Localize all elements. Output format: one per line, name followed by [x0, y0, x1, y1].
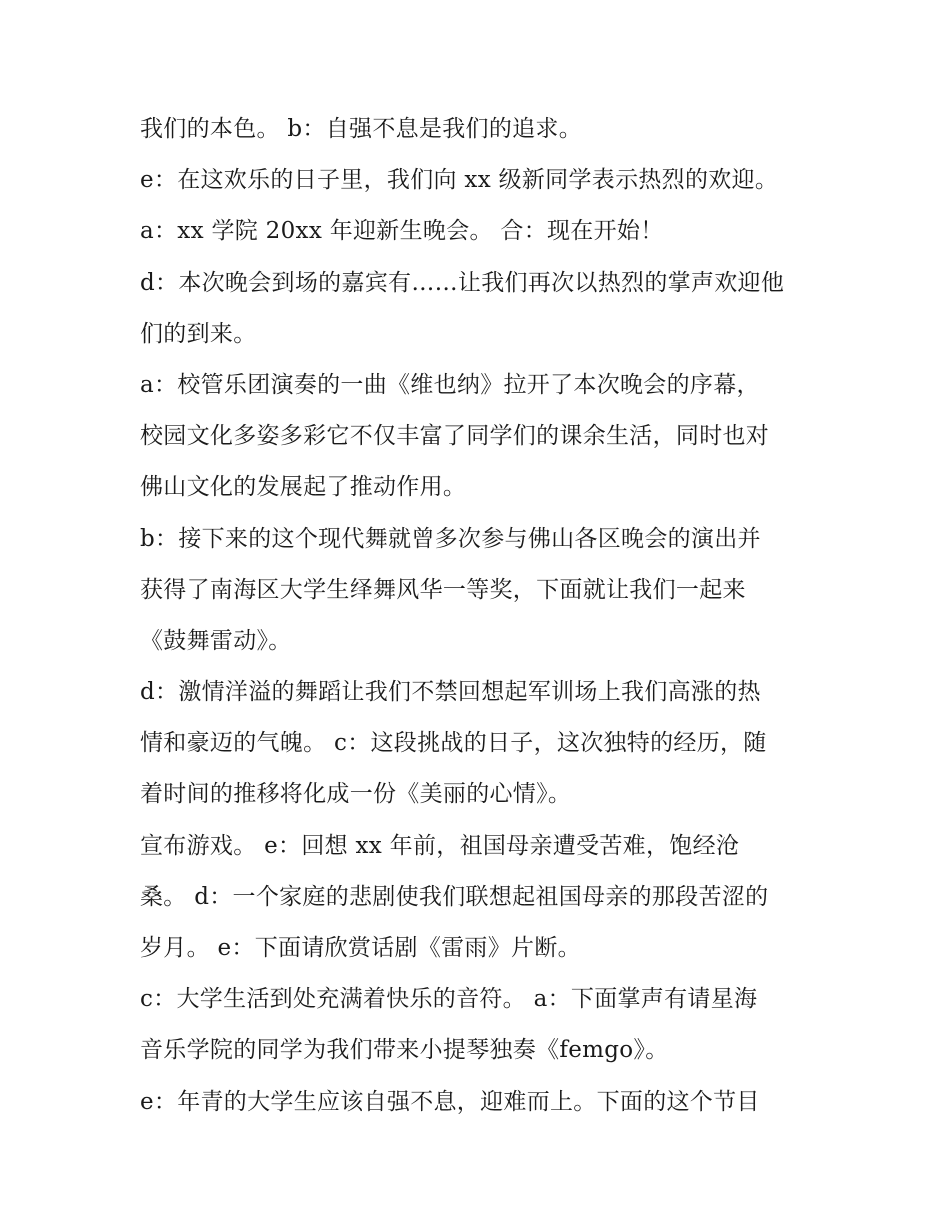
text-line-11: 《鼓舞雷动》。 [140, 627, 292, 654]
text-line-15: 宣布游戏。 e：回想 xx 年前，祖国母亲遭受苦难，饱经沧 [140, 832, 740, 859]
text-line-13: 情和豪迈的气魄。 c：这段挑战的日子，这次独特的经历，随 [140, 730, 767, 757]
text-line-10: 获得了南海区大学生绎舞风华一等奖，下面就让我们一起来 [140, 576, 746, 603]
text-line-17: 岁月。 e：下面请欣赏话剧《雷雨》片断。 [140, 935, 581, 961]
text-line-4: d：本次晚会到场的嘉宾有……让我们再次以热烈的掌声欢迎他 [140, 269, 785, 296]
text-line-8: 佛山文化的发展起了推动作用。 [140, 474, 467, 501]
text-line-2: e：在这欢乐的日子里，我们向 xx 级新同学表示热烈的欢迎。 [140, 167, 779, 194]
text-line-7: 校园文化多姿多彩它不仅丰富了同学们的课余生活，同时也对 [140, 423, 770, 450]
text-line-1: 我们的本色。 b：自强不息是我们的追求。 [140, 116, 583, 142]
text-line-18: c：大学生活到处充满着快乐的音符。 a：下面掌声有请星海 [140, 986, 758, 1013]
text-line-19: 音乐学院的同学为我们带来小提琴独奏《femgo》。 [140, 1037, 669, 1064]
text-line-14: 着时间的推移将化成一份《美丽的心情》。 [140, 781, 572, 808]
text-line-3: a：xx 学院 20xx 年迎新生晚会。 合：现在开始！ [140, 218, 664, 245]
text-line-5: 们的到来。 [140, 320, 257, 347]
text-line-12: d：激情洋溢的舞蹈让我们不禁回想起军训场上我们高涨的热 [140, 679, 761, 706]
text-line-20: e：年青的大学生应该自强不息，迎难而上。下面的这个节目 [140, 1088, 760, 1115]
text-line-16: 桑。 d：一个家庭的悲剧使我们联想起祖国母亲的那段苦涩的 [140, 883, 769, 910]
text-line-6: a：校管乐团演奏的一曲《维也纳》拉开了本次晚会的序幕， [140, 371, 760, 398]
text-line-9: b：接下来的这个现代舞就曾多次参与佛山各区晚会的演出并 [140, 525, 761, 552]
document-body [140, 104, 820, 1128]
